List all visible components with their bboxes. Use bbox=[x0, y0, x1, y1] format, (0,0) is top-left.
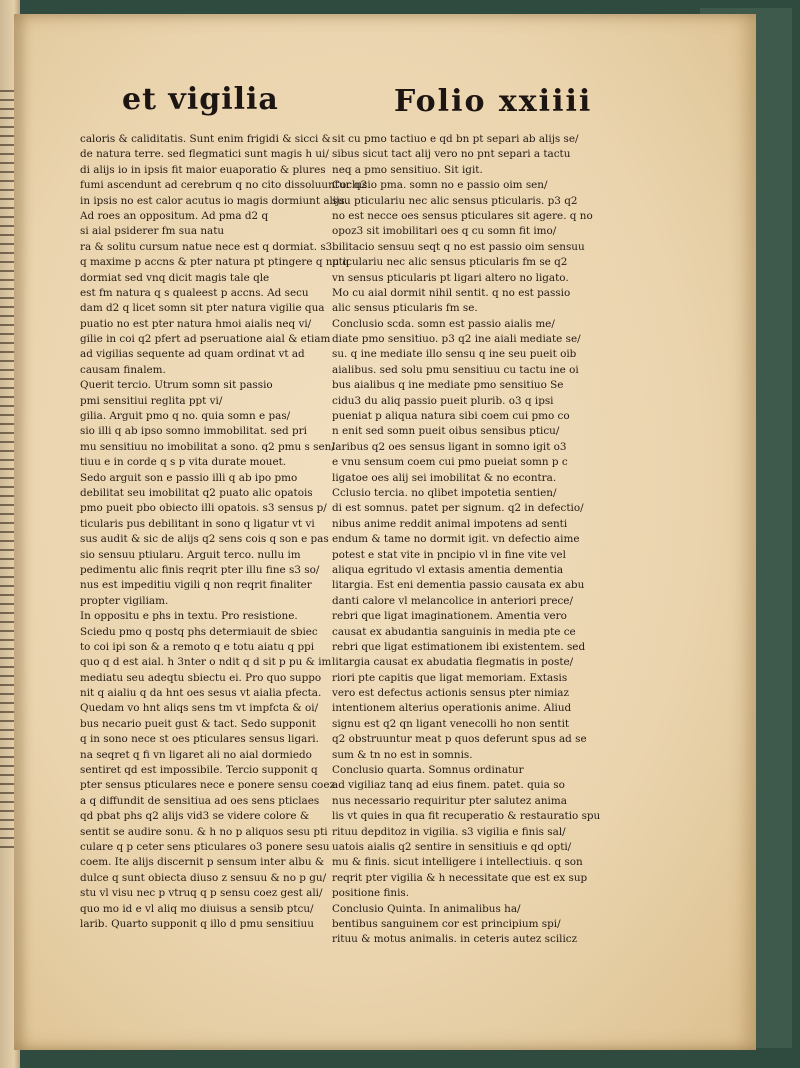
text-line: est fm natura q s qualeest p accns. Ad secu bbox=[80, 286, 309, 299]
running-title: et vigilia bbox=[122, 82, 279, 117]
text-line: di est somnus. patet per signum. q2 in defectio/ bbox=[332, 502, 584, 515]
text-line: pueniat p aliqua natura sibi coem cui pmo co bbox=[332, 410, 570, 423]
text-line: q in sono nece st oes pticulares sensus ligari. bbox=[80, 733, 319, 746]
text-line: Conclusio scda. somn est passio aialis me/ bbox=[332, 317, 555, 330]
text-line: Ad roes an oppositum. Ad pma d2 q bbox=[80, 209, 269, 222]
text-line: In oppositu e phs in textu. Pro resistione. bbox=[80, 610, 298, 623]
text-line: qd pbat phs q2 alijs vid3 se videre colore & bbox=[80, 810, 310, 823]
text-line: q2 obstruuntur meat p quos deferunt spus ad se bbox=[332, 733, 587, 746]
text-line: pedimentu alic finis reqrit pter illu fine s3 so/ bbox=[80, 563, 320, 576]
text-line: Cclusio tercia. no qlibet impotetia sentien/ bbox=[332, 486, 557, 499]
text-line: litargia causat ex abudatia flegmatis in poste/ bbox=[332, 656, 574, 669]
text-line: sus audit & sic de alijs q2 sens cois q son e pas bbox=[80, 533, 329, 546]
text-line: sio sensuu ptiularu. Arguit terco. nullu im bbox=[80, 548, 301, 561]
text-line: si aial psiderer fm sua natu bbox=[80, 225, 225, 238]
text-line: intentionem alterius operationis anime. Aliud bbox=[332, 702, 572, 715]
text-line: quo mo id e vl aliq mo diuisus a sensib ptcu/ bbox=[80, 902, 314, 915]
text-line: uatois aialis q2 sentire in sensitiuis e qd opti/ bbox=[332, 840, 572, 853]
text-line: opoz3 sit imobilitari oes q cu somn fit imo/ bbox=[332, 225, 557, 238]
text-line: neq a pmo sensitiuo. Sit igit. bbox=[332, 163, 483, 176]
text-line: litargia. Est eni dementia passio causata ex abu bbox=[332, 579, 585, 592]
text-line: rituu & motus animalis. in ceteris autez scilicz bbox=[332, 933, 578, 946]
text-line: bus necario pueit gust & tact. Sedo supponit bbox=[80, 717, 316, 730]
text-line: bentibus sanguinem cor est principium spi/ bbox=[332, 917, 561, 930]
text-line: e vnu sensum coem cui pmo pueiat somn p c bbox=[332, 456, 568, 469]
text-line: aliqua egritudo vl extasis amentia dementia bbox=[332, 563, 564, 576]
text-line: to coi ipi son & a remoto q e totu aiatu q ppi bbox=[80, 640, 315, 653]
text-line: mu & finis. sicut intelligere i intellectiuis. q son bbox=[332, 856, 583, 869]
right-text-column bbox=[332, 132, 601, 948]
previous-page-text-edge bbox=[0, 90, 14, 850]
text-line: debilitat seu imobilitat q2 puato alic opatois bbox=[80, 486, 313, 499]
text-line: sibus sicut tact alij vero no pnt separi a tactu bbox=[332, 148, 571, 161]
text-line: culare q p ceter sens pticulares o3 ponere sesu bbox=[80, 840, 330, 853]
folio-number: Folio xxiiii bbox=[394, 84, 593, 119]
text-line: ticularis pus debilitant in sono q ligatur vt vi bbox=[80, 517, 315, 530]
text-line: riori pte capitis que ligat memoriam. Extasis bbox=[332, 671, 568, 684]
text-line: Mo cu aial dormit nihil sentit. q no est passio bbox=[332, 286, 571, 299]
text-line: ad vigilias sequente ad quam ordinat vt ad bbox=[80, 348, 305, 361]
text-line: de natura terre. sed flegmatici sunt magis h ui/ bbox=[80, 148, 329, 161]
text-line: fumi ascendunt ad cerebrum q no cito dissoluuntur q2 bbox=[80, 179, 368, 192]
text-line: di alijs io in ipsis fit maior euaporatio & plures bbox=[80, 163, 326, 176]
text-line: bus aialibus q ine mediate pmo sensitiuo Se bbox=[332, 379, 564, 392]
text-line: nus necessario requiritur pter salutez anima bbox=[332, 794, 567, 807]
text-line: sio illi q ab ipso somno immobilitat. sed pri bbox=[80, 425, 307, 438]
text-line: q maxime p accns & pter natura pt ptingere q nu q bbox=[80, 256, 350, 269]
text-line: dormiat sed vnq dicit magis tale qle bbox=[80, 271, 270, 284]
text-line: ad vigiliaz tanq ad eius finem. patet. quia so bbox=[332, 779, 565, 792]
text-line: nibus anime reddit animal impotens ad senti bbox=[332, 517, 568, 530]
text-line: mediatu seu adeqtu sbiectu ei. Pro quo suppo bbox=[80, 671, 322, 684]
text-line: larib. Quarto supponit q illo d pmu sensitiuu bbox=[80, 917, 314, 930]
text-line: rituu depditoz in vigilia. s3 vigilia e finis sal/ bbox=[332, 825, 566, 838]
text-line: mu sensitiuu no imobilitat a sono. q2 pmu s sen/ bbox=[80, 440, 335, 453]
text-line: Sciedu pmo q postq phs determiauit de sbiec bbox=[80, 625, 318, 638]
text-line: gilia. Arguit pmo q no. quia somn e pas/ bbox=[80, 410, 291, 423]
text-line: pter sensus pticulares nece e ponere sensu coez bbox=[80, 779, 335, 792]
text-line: ligatoe oes alij sei imobilitat & no econtra. bbox=[332, 471, 557, 484]
text-line: lis vt quies in qua fit recuperatio & restauratio spu bbox=[332, 810, 601, 823]
text-line: in ipsis no est calor acutus io magis dormiunt alijs. bbox=[80, 194, 349, 207]
text-line: rebri que ligat imaginationem. Amentia vero bbox=[332, 610, 567, 623]
text-line: vn sensus pticularis pt ligari altero no ligato. bbox=[332, 271, 569, 284]
text-line: diate pmo sensitiuo. p3 q2 ine aiali mediate se/ bbox=[332, 333, 581, 346]
text-line: causat ex abudantia sanguinis in media pte ce bbox=[332, 625, 576, 638]
text-line: gilie in coi q2 pfert ad pseruatione aial & etiam bbox=[80, 333, 331, 346]
text-line: puatio no est pter natura hmoi aialis neq vi/ bbox=[80, 317, 312, 330]
text-line: pmi sensitiui reglita ppt vi/ bbox=[80, 394, 223, 407]
text-line: propter vigiliam. bbox=[80, 594, 169, 607]
text-line: alic sensus pticularis fm se. bbox=[332, 302, 478, 315]
text-line: danti calore vl melancolice in anteriori prece/ bbox=[332, 594, 573, 607]
left-text-column bbox=[80, 132, 368, 932]
text-line: endum & tame no dormit igit. vn defectio aime bbox=[332, 533, 580, 546]
text-line: tiuu e in corde q s p vita durate mouet. bbox=[80, 456, 287, 469]
text-line: caloris & caliditatis. Sunt enim frigidi & sicci & bbox=[80, 133, 331, 145]
text-line: quo q d est aial. h 3nter o ndit q d sit p pu & im bbox=[80, 656, 332, 669]
text-line: Coclusio pma. somn no e passio oim sen/ bbox=[332, 179, 548, 192]
text-line: potest e stat vite in pncipio vl in fine vite vel bbox=[332, 548, 566, 561]
text-line: cidu3 du aliq passio pueit plurib. o3 q ipsi bbox=[332, 394, 554, 407]
text-line: Conclusio quarta. Somnus ordinatur bbox=[332, 764, 524, 777]
text-line: vero est defectus actionis sensus pter nimiaz bbox=[332, 687, 569, 700]
text-line: coem. Ite alijs discernit p sensum inter albu & bbox=[80, 856, 325, 869]
text-line: sentiret qd est impossibile. Tercio supponit q bbox=[80, 764, 318, 777]
folio-page bbox=[14, 14, 756, 1050]
text-line: ra & solitu cursum natue nece est q dormiat. s3 bbox=[80, 240, 333, 253]
text-line: sit cu pmo tactiuo e qd bn pt separi ab alijs se/ bbox=[332, 133, 579, 145]
text-line: na seqret q fi vn ligaret ali no aial dormiedo bbox=[80, 748, 312, 761]
text-line: sentit se audire sonu. & h no p aliquos sesu pti bbox=[80, 825, 328, 838]
text-line: signu est q2 qn ligant venecolli ho non sentit bbox=[332, 717, 570, 730]
text-line: laribus q2 oes sensus ligant in somno igit o3 bbox=[332, 440, 567, 453]
text-line: aialibus. sed solu pmu sensitiuu cu tactu ine oi bbox=[332, 363, 579, 376]
text-line: causam finalem. bbox=[80, 363, 166, 376]
text-line: bilitacio sensuu seqt q no est passio oim sensuu bbox=[332, 240, 585, 253]
text-line: rebri que ligat estimationem ibi existentem. sed bbox=[332, 640, 586, 653]
text-line: Quedam vo hnt aliqs sens tm vt impfcta & oi/ bbox=[80, 702, 319, 715]
text-line: pmo pueit pbo obiecto illi opatois. s3 sensus p/ bbox=[80, 502, 327, 515]
text-line: Sedo arguit son e passio illi q ab ipo pmo bbox=[80, 471, 298, 484]
text-line: dam d2 q licet somn sit pter natura vigilie qua bbox=[80, 302, 325, 315]
text-line: su. q ine mediate illo sensu q ine seu pueit oib bbox=[332, 348, 577, 361]
text-line: sum & tn no est in somnis. bbox=[332, 748, 473, 761]
text-line: nus est impeditiu vigili q non reqrit finaliter bbox=[80, 579, 312, 592]
text-line: nit q aialiu q da hnt oes sesus vt aialia pfecta. bbox=[80, 687, 322, 700]
text-line: no est necce oes sensus pticulares sit agere. q no bbox=[332, 209, 593, 222]
text-line: a q diffundit de sensitiua ad oes sens pticlaes bbox=[80, 794, 320, 807]
text-line: pticulariu nec alic sensus pticularis fm se q2 bbox=[332, 256, 568, 269]
text-line: dulce q sunt obiecta diuso z sensuu & no p gu/ bbox=[80, 871, 327, 884]
text-line: positione finis. bbox=[332, 887, 410, 900]
text-line: Querit tercio. Utrum somn sit passio bbox=[80, 379, 273, 392]
text-line: Conclusio Quinta. In animalibus ha/ bbox=[332, 902, 521, 915]
text-line: suu pticulariu nec alic sensus pticularis. p3 q2 bbox=[332, 194, 578, 207]
text-line: reqrit pter vigilia & h necessitate que est ex sup bbox=[332, 871, 588, 884]
text-line: n enit sed somn pueit oibus sensibus pticu/ bbox=[332, 425, 560, 438]
text-line: stu vl visu nec p vtruq q p sensu coez gest ali/ bbox=[80, 887, 323, 900]
